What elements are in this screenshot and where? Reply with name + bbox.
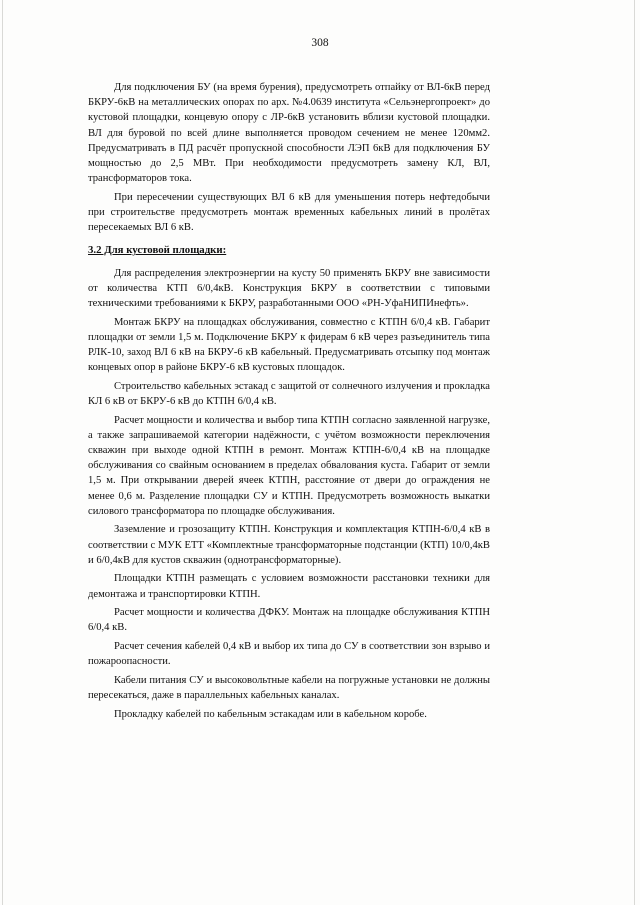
page-number: 308 [311,37,329,49]
paragraph: Расчет мощности и количества ДФКУ. Монтаж на площадке обслуживания КТПН 6/0,4 кВ. [88,607,490,634]
paragraph: Монтаж БКРУ на площадках обслуживания, совместно с КТПН 6/0,4 кВ. Габарит площадки от земли 1,5 м. Подключение БКРУ к фидерам 6 кВ через разъединитель типа РЛК-10, заход ВЛ 6 кВ на БКРУ-6 кВ кабельный. Предусматривать отсыпку под монтаж концевых опор в районе БКРУ-6 кВ кустовых площадок. [88,316,490,374]
paragraph: Площадки КТПН размещать с условием возможности расстановки техники для демонтажа и транспортировки КТПН. [88,573,490,600]
scan-edge-left [2,0,3,905]
paragraph: Для распределения электроэнергии на кусту 50 применять БКРУ вне зависимости от количества КТП 6/0,4кВ. Конструкция БКРУ в соответствии с типовыми техническими требованиями к БКРУ, разработанными ООО «РН-УфаНИПИнефть». [88,267,490,310]
paragraph: Кабели питания СУ и высоковольтные кабели на погружные установки не должны пересекаться, даже в параллельных кабельных каналах. [88,674,490,702]
paragraph: Расчет мощности и количества и выбор типа КТПН согласно заявленной нагрузке, а также запрашиваемой категории надёжности, с учётом возможности переключения скважин при выходе одной КТПН в ремонт. Монтаж КТПН-6/0,4 кВ на площадке обслуживания со свайным основанием в пределах обвалования куста. Габарит от земли 1,5 м. При открывании дверей ячеек КТПН, расстояние от двери до ограждения не менее 0,6 м. Разделение площадки СУ и КТПН. Предусмотреть возможность выкатки силового трансформатора по площадке обслуживания. [88,414,490,517]
paragraph: Для подключения БУ (на время бурения), предусмотреть отпайку от ВЛ-6кВ перед БКРУ-6кВ на металлических опорах по арх. №4.0639 института «Сельэнергопроект» до кустовой площадки, концевую опору с ЛР-6кВ установить вблизи кустовой площадки. ВЛ для буровой по всей длине выполняется проводом сечением не менее 120мм2. Предусматривать в ПД расчёт пропускной способности ЛЭП 6кВ для подключения БУ мощностью до 2,5 МВт. При необходимости предусмотреть замену КЛ, ВЛ, трансформаторов тока. [88,82,490,185]
paragraph: Строительство кабельных эстакад с защитой от солнечного излучения и прокладка КЛ 6 кВ от БКРУ-6 кВ до КТПН 6/0,4 кВ. [88,380,490,408]
body-text [88,80,490,725]
paragraph: При пересечении существующих ВЛ 6 кВ для уменьшения потерь нефтедобычи при строительстве предусмотреть монтаж временных кабельных линий в пролётах пересекаемых ВЛ 6 кВ. [88,191,490,234]
paragraph: Заземление и грозозащиту КТПН. Конструкция и комплектация КТПН-6/0,4 кВ в соответствии с МУК ЕТТ «Комплектные трансформаторные подстанции (КТП) 10/0,4кВ и 6/0,4кВ для кустов скважин (однотрансформаторные). [88,524,490,566]
paragraph: Прокладку кабелей по кабельным эстакадам или в кабельном коробе. [114,708,427,720]
section-heading: 3.2 Для кустовой площадки: [88,244,227,257]
paragraph: Расчет сечения кабелей 0,4 кВ и выбор их типа до СУ в соответствии зон взрыво и пожароопасности. [88,641,490,668]
scan-edge-right [634,0,635,905]
